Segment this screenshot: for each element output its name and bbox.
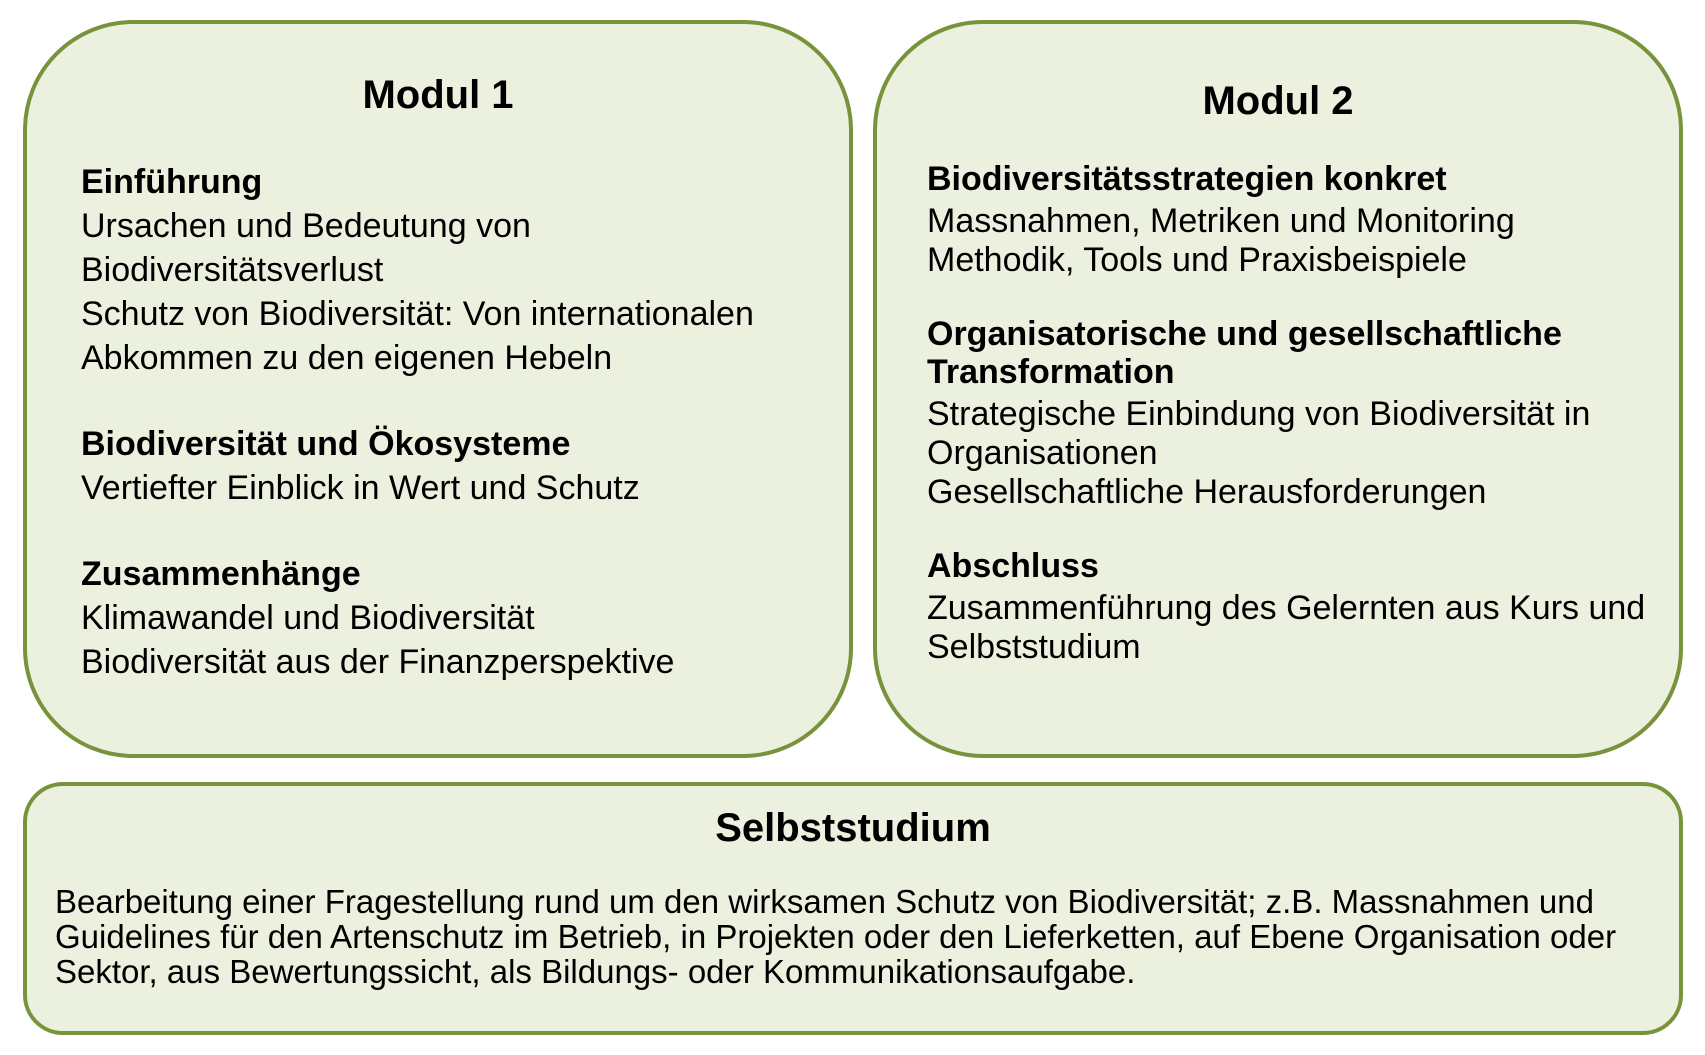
modul-2-section-abschluss bbox=[927, 547, 1677, 667]
modul-1-section-einfuehrung bbox=[81, 160, 851, 380]
modul-1-box bbox=[23, 20, 853, 758]
section-line: Biodiversität aus der Finanzperspektive bbox=[81, 643, 675, 681]
section-line: Biodiversitätsverlust bbox=[81, 251, 384, 289]
section-heading: Einführung bbox=[81, 163, 263, 201]
section-line: Klimawandel und Biodiversität bbox=[81, 599, 535, 637]
section-heading: Abschluss bbox=[927, 547, 1099, 585]
modul-1-title: Modul 1 bbox=[362, 73, 514, 117]
modul-2-title: Modul 2 bbox=[1202, 79, 1354, 123]
section-line: Zusammenführung des Gelernten aus Kurs und Selbststudium bbox=[927, 589, 1646, 666]
modul-2-content bbox=[927, 160, 1677, 702]
section-line: Gesellschaftliche Herausforderungen bbox=[927, 473, 1487, 511]
section-heading: Biodiversität und Ökosysteme bbox=[81, 425, 571, 463]
selbststudium-title: Selbststudium bbox=[715, 806, 991, 850]
selbststudium-box bbox=[23, 782, 1683, 1035]
section-line: Strategische Einbindung von Biodiversität in Organisationen bbox=[927, 395, 1591, 472]
modul-2-box bbox=[873, 20, 1683, 758]
section-line: Abkommen zu den eigenen Hebeln bbox=[81, 339, 613, 377]
section-line: Massnahmen, Metriken und Monitoring bbox=[927, 202, 1515, 240]
section-heading: Biodiversitätsstrategien konkret bbox=[927, 160, 1447, 198]
section-line: Schutz von Biodiversität: Von internationalen bbox=[81, 295, 754, 333]
modul-2-section-strategien bbox=[927, 160, 1677, 280]
section-heading: Zusammenhänge bbox=[81, 555, 361, 593]
modul-2-section-transformation bbox=[927, 315, 1677, 512]
section-line: Ursachen und Bedeutung von bbox=[81, 207, 531, 245]
selbststudium-text: Bearbeitung einer Fragestellung rund um den wirksamen Schutz von Biodiversität; z.B. Massnahmen und Guidelines für den Artenschutz im Betrieb, in Projekten oder den Lieferketten, auf Ebene Organisation oder Sektor, aus Bewertungssicht, als Bildungs- oder Kommunikationsaufgabe. bbox=[55, 883, 1617, 990]
section-heading: Organisatorische und gesellschaftliche Transformation bbox=[927, 315, 1562, 391]
modul-1-content bbox=[81, 160, 851, 726]
modul-1-section-oekosysteme bbox=[81, 422, 851, 510]
section-line: Vertiefter Einblick in Wert und Schutz bbox=[81, 469, 640, 507]
modul-1-section-zusammenhaenge bbox=[81, 552, 851, 684]
section-line: Methodik, Tools und Praxisbeispiele bbox=[927, 241, 1467, 279]
